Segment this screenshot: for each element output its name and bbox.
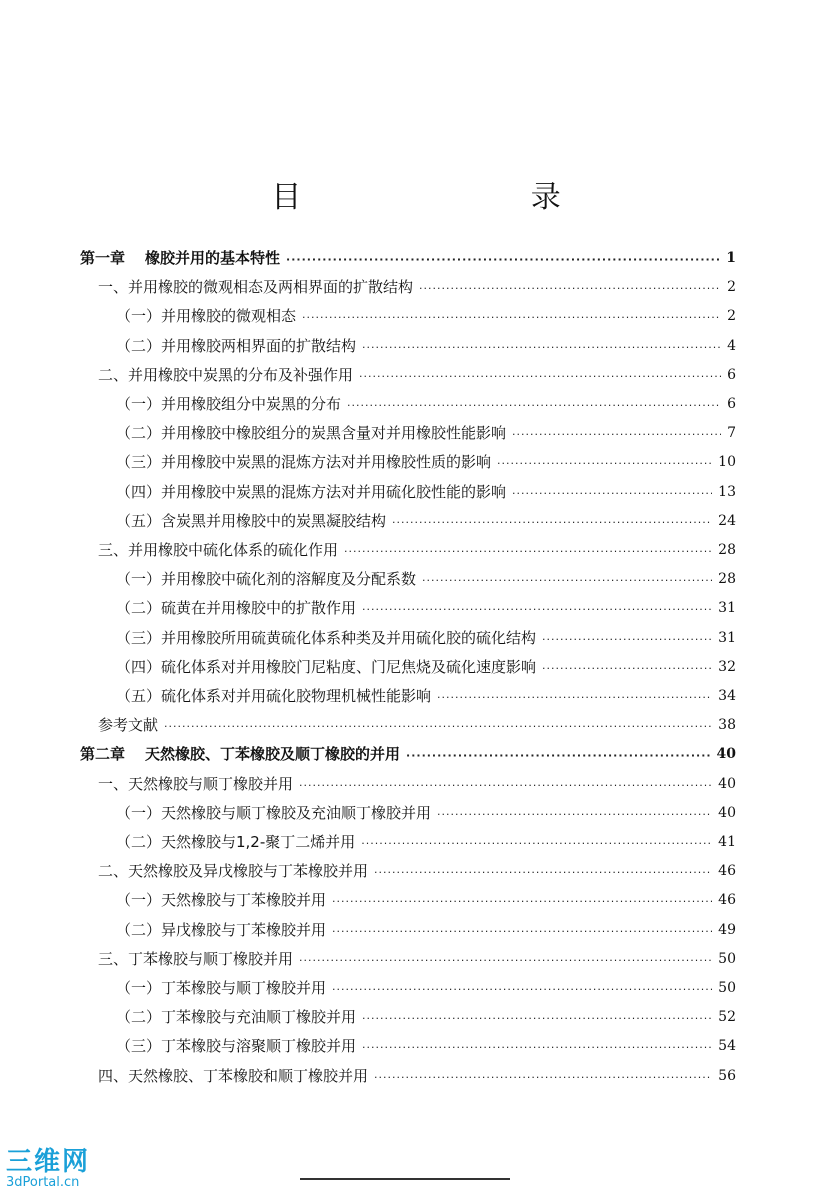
toc-entry <box>116 684 736 706</box>
toc-entry-title <box>116 657 536 677</box>
toc-entry-title <box>116 569 416 589</box>
dot-leader <box>497 456 712 472</box>
toc-entry <box>116 480 736 502</box>
toc-page-number: 46 <box>718 863 736 880</box>
toc-entry-text: （三）并用橡胶中炭黑的混炼方法对并用橡胶性质的影响 <box>116 453 492 472</box>
toc-entry-title <box>116 628 536 648</box>
toc-page-number: 38 <box>718 717 736 734</box>
toc-entry-title <box>98 365 353 385</box>
toc-entry-title <box>116 511 386 531</box>
dot-leader <box>422 573 712 589</box>
toc-page-number: 46 <box>718 892 736 909</box>
toc-entry-title <box>98 861 368 881</box>
toc-page-number: 31 <box>718 629 736 646</box>
toc-page-number: 2 <box>727 308 736 325</box>
toc-entry-title <box>116 686 431 706</box>
toc-entry-text: 三、并用橡胶中硫化体系的硫化作用 <box>98 541 339 559</box>
toc-entry <box>116 509 736 531</box>
watermark-main: 三维网 <box>6 1147 91 1177</box>
toc-entry <box>116 918 736 940</box>
toc-page-number: 54 <box>718 1038 736 1055</box>
dot-leader <box>359 369 721 385</box>
toc-entry-title <box>116 452 491 472</box>
toc-entry-text: （四）硫化体系对并用橡胶门尼粘度、门尼焦烧及硫化速度影响 <box>116 657 537 676</box>
toc-entry-text: （四）并用橡胶中炭黑的混炼方法对并用硫化胶性能的影响 <box>116 482 507 501</box>
toc-entry <box>98 538 736 560</box>
toc-entry-text: （一）天然橡胶与丁苯橡胶并用 <box>116 891 327 910</box>
toc-entry-text: （一）并用橡胶组分中炭黑的分布 <box>116 395 342 413</box>
toc-entry-text: （五）硫化体系对并用硫化胶物理机械性能影响 <box>116 687 432 705</box>
toc-page-number: 28 <box>718 571 736 588</box>
dot-leader <box>374 865 712 881</box>
toc-entry-title <box>116 423 506 443</box>
toc-page-number: 40 <box>718 804 736 821</box>
toc-entry-title <box>116 1036 356 1056</box>
toc-entry-title <box>98 1066 368 1086</box>
toc-entry <box>116 655 736 677</box>
toc-entry <box>98 947 736 969</box>
toc-page-number: 6 <box>727 396 736 412</box>
toc-entry-title <box>116 978 326 998</box>
toc-entry <box>116 1005 736 1027</box>
dot-leader <box>299 953 712 969</box>
toc-entry-title <box>116 890 326 910</box>
toc-entry-text: （二）并用橡胶中橡胶组分的炭黑含量对并用橡胶性能影响 <box>116 424 507 443</box>
toc-page-number: 52 <box>718 1009 736 1026</box>
toc-entry <box>98 363 736 385</box>
dot-leader <box>361 836 712 852</box>
toc-entry-text: （二）硫黄在并用橡胶中的扩散作用 <box>116 599 357 618</box>
toc-entry-title <box>98 774 293 794</box>
toc-page-number: 24 <box>718 512 736 529</box>
toc-entry-text: 天然橡胶、丁苯橡胶及顺丁橡胶的并用 <box>145 745 401 764</box>
toc-entry-text: （一）丁苯橡胶与顺丁橡胶并用 <box>116 979 327 997</box>
toc-page-number: 4 <box>727 337 736 354</box>
toc-entry <box>116 626 736 648</box>
toc-page-number: 10 <box>718 454 736 471</box>
toc-entry-title <box>116 920 326 940</box>
toc-entry-title <box>116 832 355 852</box>
toc-entry-text: （一）天然橡胶与顺丁橡胶及充油顺丁橡胶并用 <box>116 803 432 822</box>
toc-entry-title <box>98 277 413 297</box>
toc-entry <box>116 596 736 618</box>
toc-entry-title <box>116 598 356 618</box>
toc-entry <box>116 421 736 443</box>
toc-page-number: 31 <box>718 600 736 617</box>
toc-entry-title <box>98 949 293 969</box>
toc-entry-title <box>80 248 280 268</box>
toc-entry-title <box>116 336 356 356</box>
toc-page-number: 28 <box>718 542 736 558</box>
toc-entry <box>116 392 736 414</box>
bottom-rule <box>300 1178 510 1180</box>
dot-leader <box>362 340 721 356</box>
toc-entry-text: 四、天然橡胶、丁苯橡胶和顺丁橡胶并用 <box>98 1066 369 1085</box>
toc-entry <box>116 801 736 823</box>
toc-entry <box>98 859 736 881</box>
toc-entry <box>98 275 736 297</box>
toc-page-number: 40 <box>716 746 736 763</box>
dot-leader <box>512 427 721 443</box>
toc-page-number: 34 <box>718 688 736 704</box>
toc-entry <box>116 334 736 356</box>
toc-entry <box>116 976 736 998</box>
dot-leader <box>392 515 712 531</box>
chapter-number: 第二章 <box>80 745 126 764</box>
dot-leader <box>362 1011 712 1027</box>
toc-entry-title <box>116 1007 356 1027</box>
dot-leader <box>332 982 712 998</box>
toc-entry-text: 橡胶并用的基本特性 <box>145 249 281 267</box>
toc-entry <box>116 304 736 326</box>
toc-entry-text: 参考文献 <box>98 716 159 735</box>
dot-leader <box>374 1070 712 1086</box>
toc-page-number: 6 <box>727 366 736 383</box>
toc-entry <box>80 246 736 268</box>
watermark-logo <box>6 1148 106 1190</box>
dot-leader <box>406 748 710 764</box>
toc-entry-title <box>98 540 338 560</box>
toc-entry-title <box>116 482 506 502</box>
toc-page-number: 32 <box>718 658 736 675</box>
dot-leader <box>362 602 712 618</box>
toc-entry <box>116 1034 736 1056</box>
dot-leader <box>437 690 712 706</box>
toc-entry-text: （三）丁苯橡胶与溶聚顺丁橡胶并用 <box>116 1037 357 1056</box>
toc-entry-text: （二）天然橡胶与1,2-聚丁二烯并用 <box>116 833 356 851</box>
dot-leader <box>512 486 712 502</box>
dot-leader <box>542 661 712 677</box>
toc-page-number: 2 <box>727 279 736 296</box>
toc-entry <box>116 450 736 472</box>
toc-page-number: 50 <box>718 980 736 996</box>
toc-entry-text: （一）并用橡胶中硫化剂的溶解度及分配系数 <box>116 570 417 589</box>
toc-entry-text: 一、天然橡胶与顺丁橡胶并用 <box>98 774 294 793</box>
toc-entry-text: （一）并用橡胶的微观相态 <box>116 307 297 326</box>
toc-entry-text: （三）并用橡胶所用硫黄硫化体系种类及并用硫化胶的硫化结构 <box>116 628 537 647</box>
toc-entry-title <box>116 394 341 414</box>
toc-entry <box>116 830 736 852</box>
toc-entry-title <box>116 803 431 823</box>
dot-leader <box>164 719 712 735</box>
toc-entry-text: 一、并用橡胶的微观相态及两相界面的扩散结构 <box>98 278 414 297</box>
toc-entry <box>116 888 736 910</box>
toc-entry <box>98 713 736 735</box>
dot-leader <box>437 807 712 823</box>
dot-leader <box>302 310 721 326</box>
toc-page-number: 56 <box>718 1067 736 1084</box>
dot-leader <box>286 252 720 268</box>
toc-entry-title <box>98 715 158 735</box>
page-title: 目 录 <box>271 180 671 215</box>
toc-entry-text: （二）异戊橡胶与丁苯橡胶并用 <box>116 920 327 939</box>
toc-page-number: 41 <box>718 834 736 850</box>
toc-entry-text: 二、并用橡胶中炭黑的分布及补强作用 <box>98 365 354 384</box>
toc-page-number: 49 <box>718 921 736 938</box>
toc-page-number: 7 <box>727 425 736 442</box>
toc-entry-text: （五）含炭黑并用橡胶中的炭黑凝胶结构 <box>116 511 387 530</box>
chapter-number: 第一章 <box>80 249 126 267</box>
toc-page-number: 50 <box>718 950 736 967</box>
dot-leader <box>362 1040 712 1056</box>
dot-leader <box>332 894 712 910</box>
toc-entry-text: 三、丁苯橡胶与顺丁橡胶并用 <box>98 949 294 968</box>
toc-entry <box>80 742 736 764</box>
toc-entry <box>98 1064 736 1086</box>
toc-entry-text: 二、天然橡胶及异戊橡胶与丁苯橡胶并用 <box>98 862 369 881</box>
toc-page-number: 40 <box>718 775 736 792</box>
watermark-sub: 3dPortal.cn <box>6 1175 80 1190</box>
toc-entry <box>116 567 736 589</box>
dot-leader <box>542 632 712 648</box>
dot-leader <box>347 398 721 414</box>
toc-page-number: 13 <box>718 483 736 500</box>
toc-page-number: 1 <box>726 250 736 266</box>
toc-entry <box>98 772 736 794</box>
dot-leader <box>344 544 712 560</box>
toc-entry-title <box>116 306 296 326</box>
toc-entry-text: （二）并用橡胶两相界面的扩散结构 <box>116 336 357 355</box>
dot-leader <box>332 924 712 940</box>
dot-leader <box>419 281 721 297</box>
dot-leader <box>299 778 712 794</box>
toc-entry-text: （二）丁苯橡胶与充油顺丁橡胶并用 <box>116 1008 357 1027</box>
toc-entry-title <box>80 744 400 764</box>
